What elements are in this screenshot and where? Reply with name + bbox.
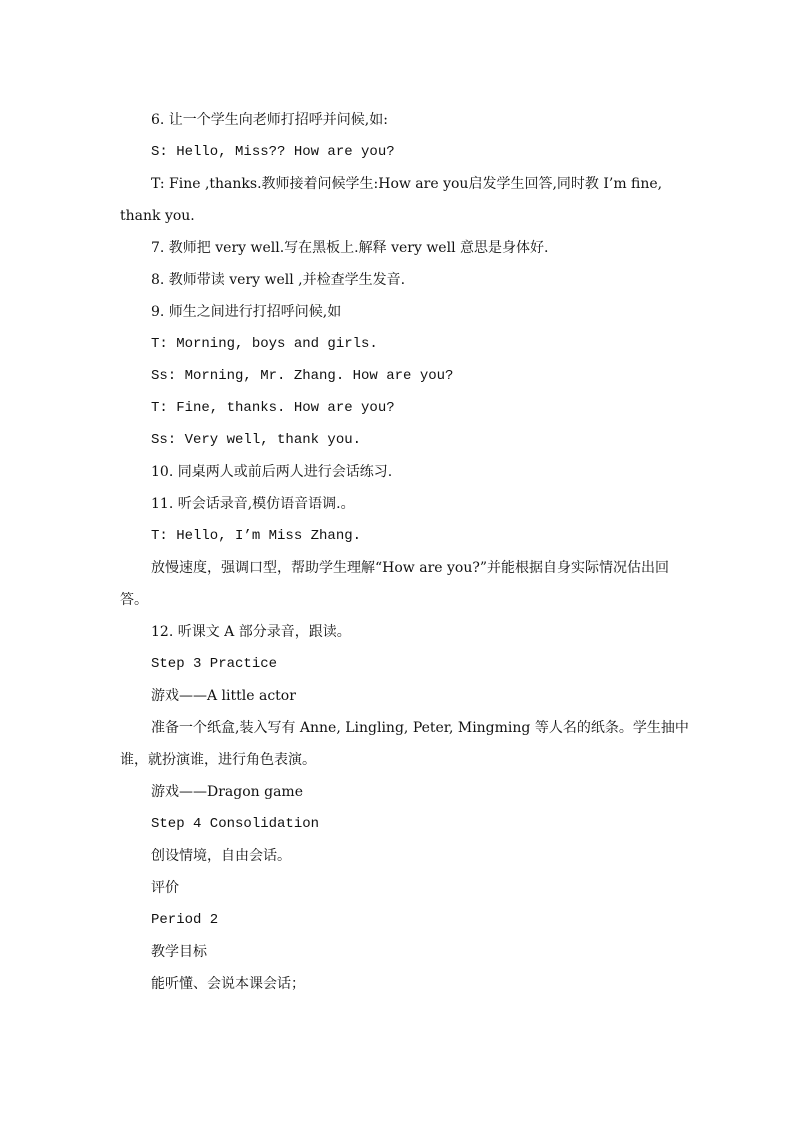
text-line: 6. 让一个学生向老师打招呼并问候,如: xyxy=(151,112,388,128)
text-line: 9. 师生之间进行打招呼问候,如 xyxy=(151,304,342,320)
text-line: 11. 听会话录音,模仿语音语调.。 xyxy=(151,496,355,512)
text-line: Step 3 Practice xyxy=(151,656,278,672)
text-line: 能听懂、会说本课会话； xyxy=(151,976,305,992)
text-line: Step 4 Consolidation xyxy=(151,816,320,832)
text-line: Period 2 xyxy=(151,912,219,928)
text-line: S: Hello, Miss?? How are you? xyxy=(151,144,395,160)
text-line: 评价 xyxy=(151,880,179,896)
text-line: 创设情境，自由会话。 xyxy=(151,848,291,864)
text-line: 游戏——A little actor xyxy=(151,688,296,704)
text-line: 8. 教师带读 very well ,并检查学生发音. xyxy=(151,272,406,288)
text-line: 7. 教师把 very well.写在黑板上.解释 very well 意思是身体好. xyxy=(151,240,549,256)
text-line: 游戏——Dragon game xyxy=(151,784,303,800)
text-paragraph: 准备一个纸盒,装入写有 Anne, Lingling, Peter, Mingming 等人名的纸条。学生抽中谁，就扮演谁，进行角色表演。 xyxy=(120,720,689,768)
text-line: 12. 听课文 A 部分录音，跟读。 xyxy=(151,624,351,640)
text-paragraph: T: Fine ,thanks.教师接着问候学生:How are you启发学生回答,同时教 I’m fine, thank you. xyxy=(120,176,663,224)
text-line: Ss: Morning, Mr. Zhang. How are you? xyxy=(151,368,454,384)
text-line: T: Fine, thanks. How are you? xyxy=(151,400,395,416)
text-line: 教学目标 xyxy=(151,944,207,960)
text-line: T: Hello, I’m Miss Zhang. xyxy=(151,528,362,544)
text-line: 10. 同桌两人或前后两人进行会话练习. xyxy=(151,464,393,480)
document-body xyxy=(120,104,690,1000)
text-line: T: Morning, boys and girls. xyxy=(151,336,378,352)
text-line: Ss: Very well, thank you. xyxy=(151,432,362,448)
text-paragraph: 放慢速度，强调口型，帮助学生理解“How are you?”并能根据自身实际情况估出回答。 xyxy=(120,560,670,608)
